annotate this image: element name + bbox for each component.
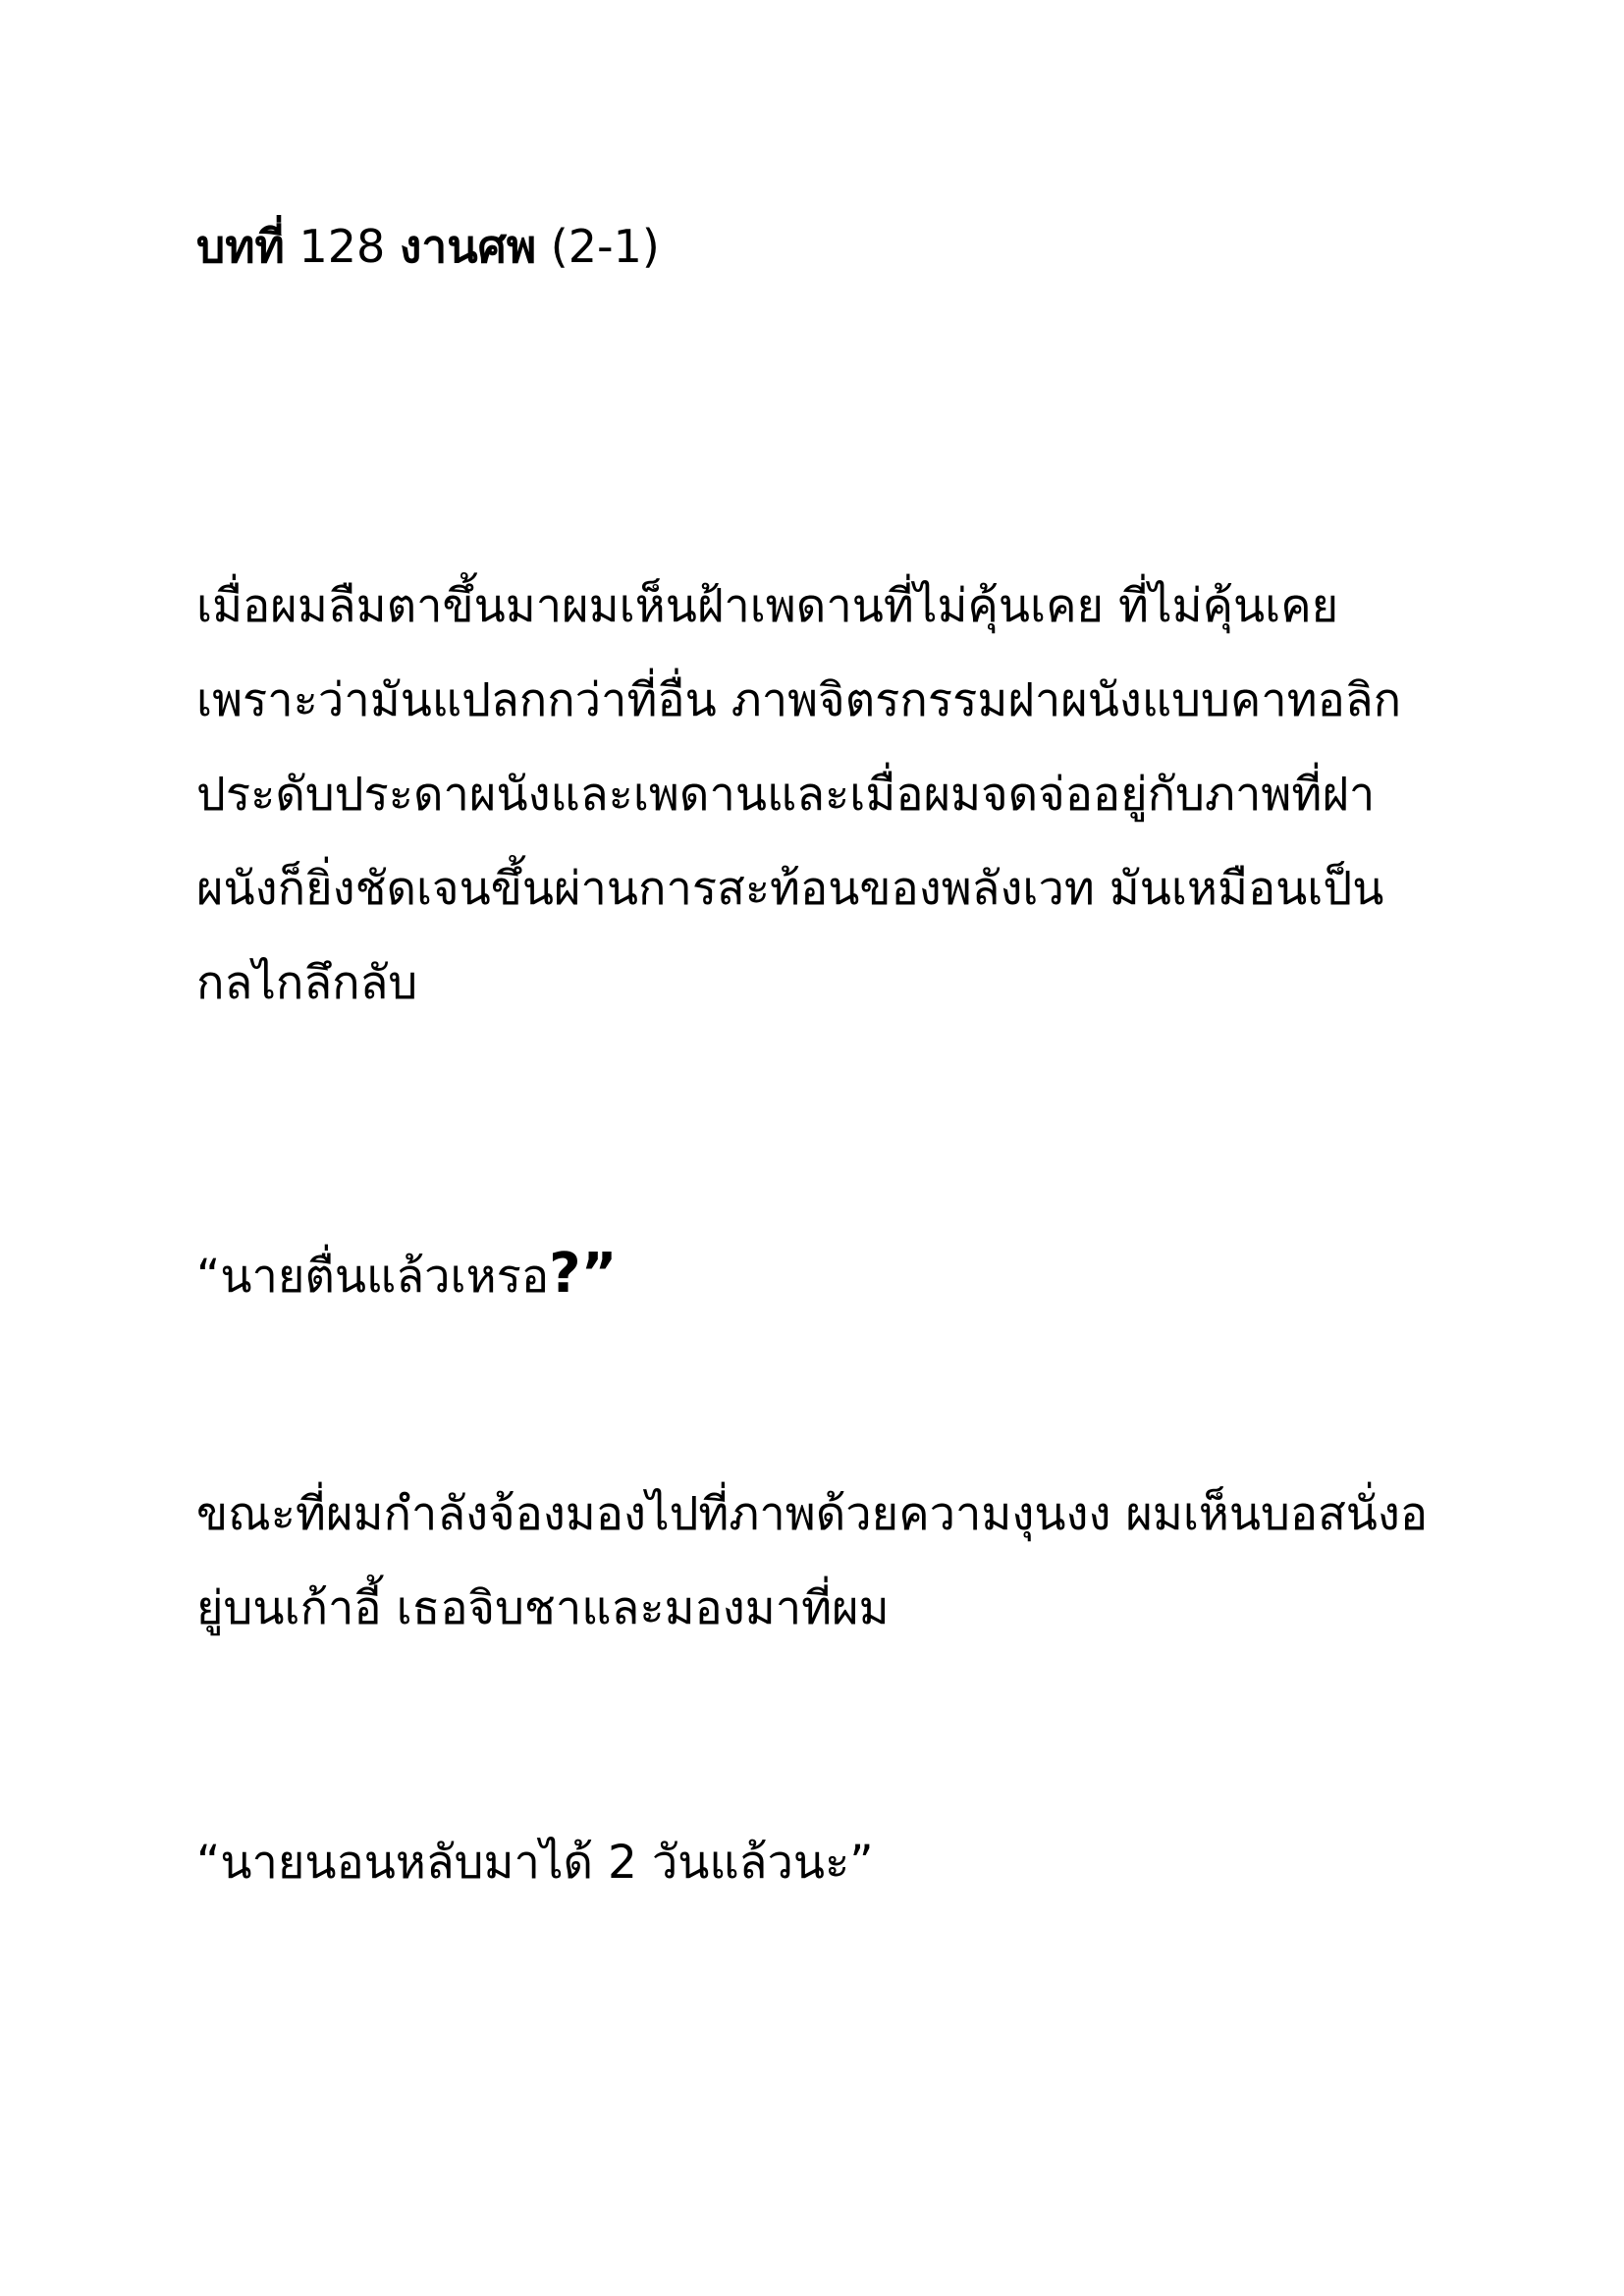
chapter-label: บทที่	[196, 220, 285, 273]
chapter-part: (2-1)	[550, 220, 660, 273]
paragraph-line: ยู่บนเก้าอี้ เธอจิบชาและมองมาที่ผม	[196, 1581, 890, 1635]
paragraph-line: ขณะที่ผมกำลังจ้องมองไปที่ภาพด้วยความงุนงง ผมเห็นบอสนั่งอ	[196, 1487, 1429, 1541]
chapter-heading	[196, 212, 660, 281]
dialogue-line: “นายนอนหลับมาได้ 2 วันแล้วนะ”	[196, 1836, 874, 1890]
dialogue-2	[196, 1816, 1473, 1910]
paragraph-line: ผนังก็ยิ่งชัดเจนขึ้นผ่านการสะท้อนของพลังเวท มันเหมือนเป็น	[196, 862, 1384, 916]
dialogue-line	[196, 1227, 1473, 1321]
chapter-number: 128	[298, 220, 386, 273]
dialogue-1	[196, 1227, 1473, 1321]
paragraph-3	[196, 1468, 1473, 1656]
paragraph-1	[196, 560, 1473, 1031]
chapter-title: งานศพ	[399, 220, 537, 273]
paragraph-line: เมื่อผมลืมตาขึ้นมาผมเห็นฝ้าเพดานที่ไม่คุ้นเคย ที่ไม่คุ้นเคย	[196, 579, 1339, 633]
paragraph-line: เพราะว่ามันแปลกกว่าที่อื่น ภาพจิตรกรรมฝาผนังแบบคาทอลิก	[196, 673, 1402, 727]
dialogue-text: “นายตื่นแล้วเหรอ	[196, 1250, 550, 1304]
dialogue-question-mark: ?”	[549, 1242, 618, 1306]
paragraph-line: ประดับประดาผนังและเพดานและเมื่อผมจดจ่ออยู่กับภาพที่ฝา	[196, 768, 1376, 822]
paragraph-line: กลไกลึกลับ	[196, 956, 418, 1010]
